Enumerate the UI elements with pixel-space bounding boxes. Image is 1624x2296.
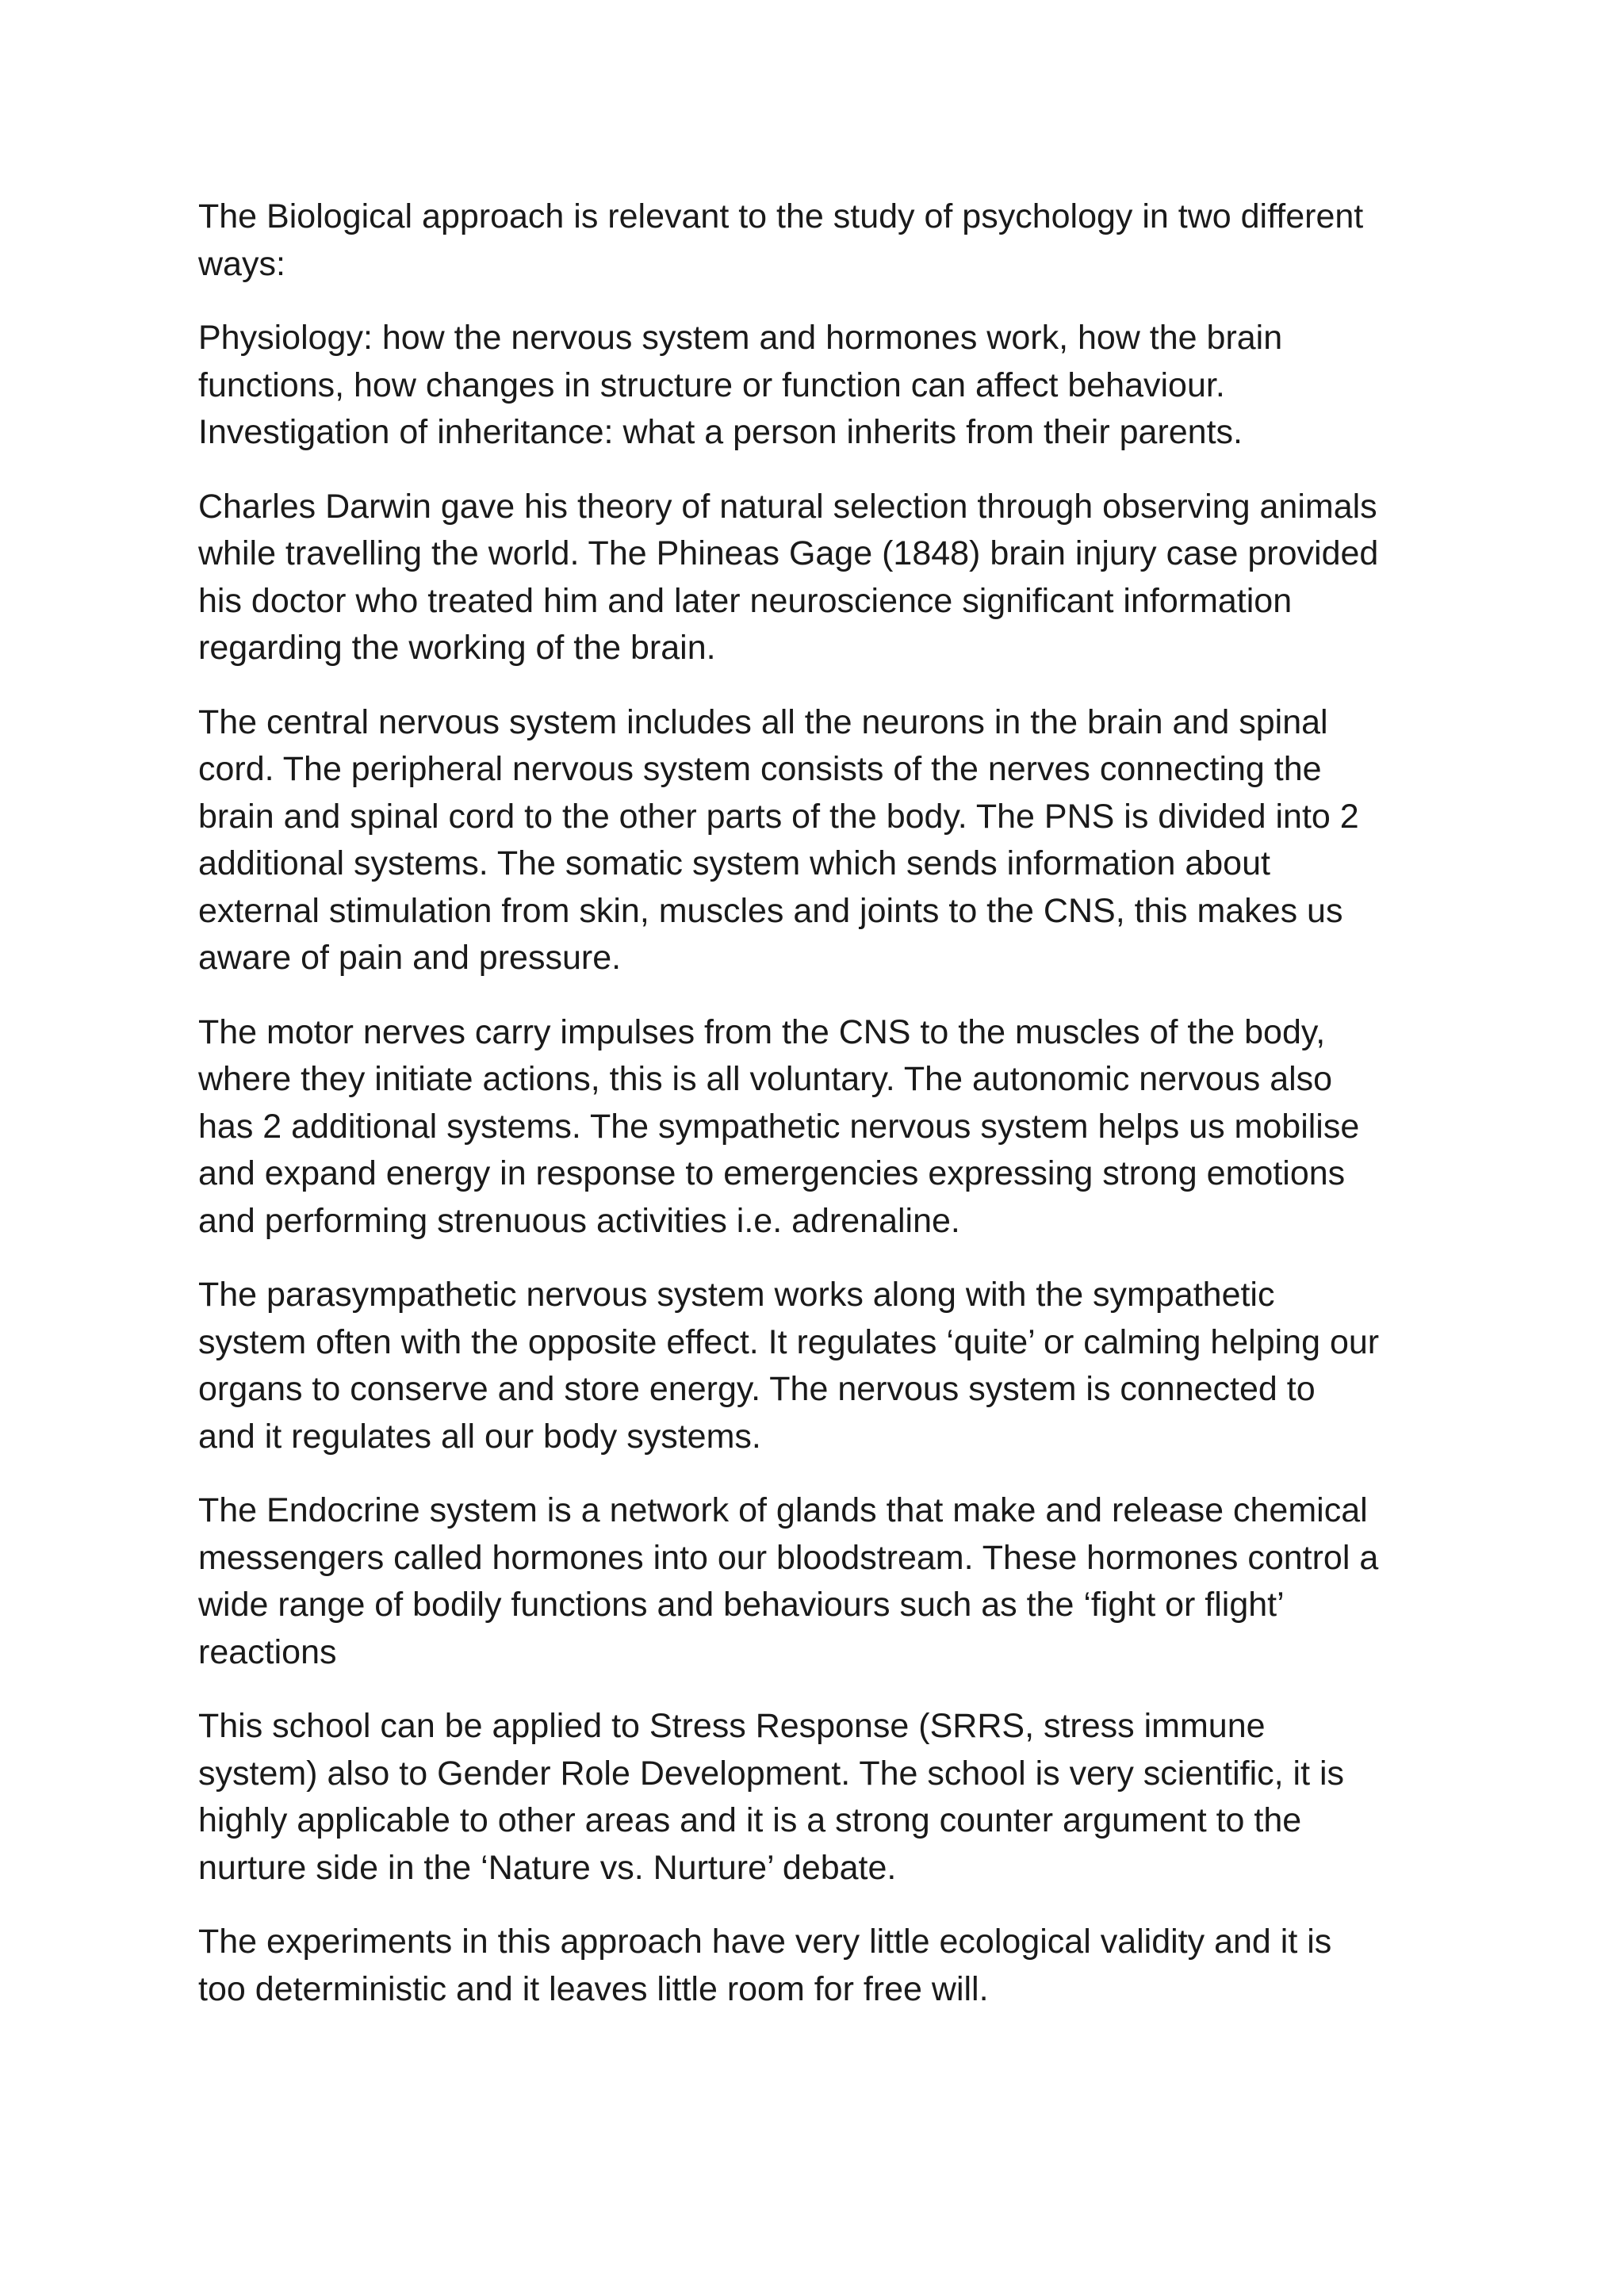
document-body	[198, 193, 1451, 2040]
paragraph-motor-nerves	[198, 1009, 1451, 1246]
text-line: and it regulates all our body systems.	[198, 1417, 761, 1456]
text-line: nurture side in the ‘Nature vs. Nurture’ debate.	[198, 1848, 897, 1887]
text-line: organs to conserve and store energy. The nervous system is connected to	[198, 1370, 1316, 1408]
text-line: This school can be applied to Stress Response (SRRS, stress immune	[198, 1707, 1266, 1745]
text-line: The Biological approach is relevant to the study of psychology in two different	[198, 197, 1364, 235]
text-line: and performing strenuous activities i.e. adrenaline.	[198, 1201, 960, 1240]
text-line: Investigation of inheritance: what a person inherits from their parents.	[198, 413, 1243, 451]
text-line: system) also to Gender Role Development. The school is very scientific, it is	[198, 1754, 1345, 1793]
text-line: too deterministic and it leaves little room for free will.	[198, 1969, 989, 2008]
text-line: functions, how changes in structure or function can affect behaviour.	[198, 365, 1225, 404]
text-line: aware of pain and pressure.	[198, 939, 622, 977]
text-line: Physiology: how the nervous system and hormones work, how the brain	[198, 319, 1283, 357]
text-line: has 2 additional systems. The sympathetic nervous system helps us mobilise	[198, 1107, 1360, 1146]
text-line: brain and spinal cord to the other parts of the body. The PNS is divided into 2	[198, 797, 1359, 836]
paragraph-darwin-gage	[198, 484, 1451, 672]
text-line: The motor nerves carry impulses from the CNS to the muscles of the body,	[198, 1012, 1326, 1051]
paragraph-limitations	[198, 1919, 1451, 2013]
text-line: ways:	[198, 244, 285, 283]
paragraph-physiology	[198, 315, 1451, 457]
text-line: The experiments in this approach have very little ecological validity and it is	[198, 1923, 1332, 1961]
text-line: and expand energy in response to emergencies expressing strong emotions	[198, 1154, 1346, 1192]
text-line: The Endocrine system is a network of glands that make and release chemical	[198, 1491, 1368, 1529]
text-line: messengers called hormones into our bloodstream. These hormones control a	[198, 1538, 1379, 1577]
text-line: cord. The peripheral nervous system consists of the nerves connecting the	[198, 750, 1322, 788]
paragraph-applications	[198, 1703, 1451, 1892]
paragraph-parasympathetic	[198, 1272, 1451, 1460]
text-line: where they initiate actions, this is all voluntary. The autonomic nervous also	[198, 1060, 1333, 1098]
text-line: Charles Darwin gave his theory of natural selection through observing animals	[198, 487, 1377, 526]
text-line: regarding the working of the brain.	[198, 629, 716, 667]
text-line: while travelling the world. The Phineas Gage (1848) brain injury case provided	[198, 534, 1379, 572]
text-line: highly applicable to other areas and it is a strong counter argument to the	[198, 1801, 1302, 1839]
paragraph-nervous-system	[198, 699, 1451, 982]
text-line: reactions	[198, 1632, 337, 1671]
text-line: external stimulation from skin, muscles and joints to the CNS, this makes us	[198, 891, 1343, 930]
text-line: The central nervous system includes all the neurons in the brain and spinal	[198, 702, 1328, 741]
text-line: his doctor who treated him and later neuroscience significant information	[198, 581, 1293, 620]
text-line: The parasympathetic nervous system works along with the sympathetic	[198, 1276, 1275, 1314]
text-line: wide range of bodily functions and behaviours such as the ‘fight or flight’	[198, 1586, 1285, 1624]
text-line: system often with the opposite effect. It regulates ‘quite’ or calming helping our	[198, 1322, 1380, 1361]
text-line: additional systems. The somatic system which sends information about	[198, 844, 1270, 882]
paragraph-intro	[198, 193, 1451, 288]
paragraph-endocrine	[198, 1487, 1451, 1676]
